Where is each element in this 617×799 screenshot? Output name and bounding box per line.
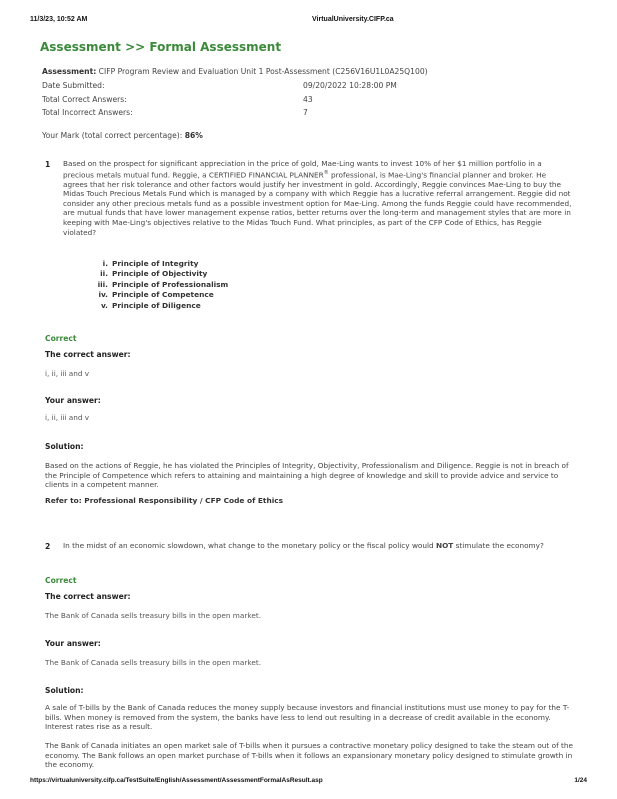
answer-status: Correct <box>45 576 77 585</box>
principle-text: Principle of Integrity <box>112 259 199 268</box>
your-answer-value: The Bank of Canada sells treasury bills in the open market. <box>45 658 262 667</box>
summary-value: 43 <box>303 94 313 104</box>
print-header <box>30 16 587 28</box>
solution-text: Based on the actions of Reggie, he has violated the Principles of Integrity, Objectivity, Professionalism and Diligence. Reggie is not in breach of the Principle of Competence which refers to attaining and maintaining a high degree of knowledge and skill to provide advice and service to clients in a competent manner. <box>45 461 569 490</box>
summary-value: 09/20/2022 10:28:00 PM <box>303 81 397 90</box>
solution-paragraph: The Bank of Canada initiates an open market sale of T-bills when it pursues a contractive monetary policy designed to take the steam out of the economy. The Bank follows an open market purchase of T-bills when it follows an expansionary monetary policy designed to stimulate growth in the economy. <box>45 741 573 770</box>
question-text-part: Based on the prospect for significant appreciation in the price of gold, Mae-Ling wants to invest 10% of her $1 million portfolio in a precious metals mutual fund. Reggie, a CERTIFIED FINANCIAL PLANNER <box>63 159 542 180</box>
principle-item <box>72 280 228 290</box>
principle-number: iii. <box>97 279 108 289</box>
question-number: 2 <box>45 542 51 551</box>
page-title: Assessment >> Formal Assessment <box>40 40 282 54</box>
principle-number: v. <box>100 300 108 310</box>
question-text <box>63 159 573 237</box>
correct-answer-label: The correct answer: <box>45 350 131 359</box>
solution-label: Solution: <box>45 686 84 695</box>
your-answer-label: Your answer: <box>45 396 101 405</box>
assessment-name: CIFP Program Review and Evaluation Unit 1 Post-Assessment (C256V16U1L0A25Q100) <box>98 67 428 76</box>
print-site: VirtualUniversity.CIFP.ca <box>312 16 394 23</box>
principle-item <box>72 269 228 279</box>
principle-text: Principle of Professionalism <box>112 279 229 289</box>
question-text-part: In the midst of an economic slowdown, what change to the monetary policy or the fiscal policy would <box>63 541 436 550</box>
correct-answer-value: The Bank of Canada sells treasury bills in the open market. <box>45 611 262 620</box>
your-answer-label: Your answer: <box>45 639 101 648</box>
your-answer-value: i, ii, iii and v <box>45 413 90 422</box>
question-text-emphasis: NOT <box>435 541 454 550</box>
principle-item <box>72 301 228 311</box>
your-mark <box>42 131 203 140</box>
summary-label: Date Submitted: <box>42 81 105 90</box>
principle-text: Principle of Competence <box>112 290 214 300</box>
principle-text: Principle of Objectivity <box>112 269 208 279</box>
assessment-label: Assessment: <box>42 67 97 76</box>
mark-value: 86% <box>184 131 203 140</box>
summary-row <box>42 95 442 109</box>
question-text-part: professional, is Mae-Ling's financial planner and broker. He agrees that her risk tolerance and other factors would justify her investment in gold. Accordingly, Reggie convinces Mae-Ling to buy the Midas Touch Precious Metals Fund which is managed by a company with which Reggie has a lucrative referral arrangement. Reggie did not consider any other precious metals fund as a possible investment option for Mae-Ling. Among the funds Reggie could have recommended, are mutual funds that have lower management expense ratios, better returns over the long-term and management styles that are more in keeping with Mae-Ling's objectives relative to the Midas Touch Fund. What principles, as part of the CFP Code of Ethics, has Reggie violated? <box>63 170 572 237</box>
principle-item <box>72 290 228 300</box>
print-date: 11/3/23, 10:52 AM <box>30 16 88 23</box>
principle-text: Principle of Diligence <box>112 300 201 310</box>
summary-table <box>42 81 442 122</box>
summary-value: 7 <box>303 108 308 117</box>
summary-row <box>42 81 442 95</box>
principle-number: iv. <box>98 290 108 300</box>
principle-number: ii. <box>100 269 108 279</box>
correct-answer-value: i, ii, iii and v <box>45 369 90 378</box>
registered-mark: ® <box>323 169 329 176</box>
question-text <box>63 541 573 551</box>
print-footer <box>30 777 587 789</box>
summary-label: Total Incorrect Answers: <box>42 108 133 117</box>
assessment-line <box>42 67 428 76</box>
mark-label: Your Mark (total correct percentage): <box>42 131 183 140</box>
summary-label: Total Correct Answers: <box>42 94 127 104</box>
correct-answer-label: The correct answer: <box>45 592 131 601</box>
question-text-part: stimulate the economy? <box>453 541 544 550</box>
summary-row <box>42 108 442 122</box>
answer-status: Correct <box>45 334 77 343</box>
page-number: 1/24 <box>574 777 587 784</box>
principle-item <box>72 259 228 269</box>
question-number: 1 <box>45 160 51 169</box>
solution-label: Solution: <box>45 442 84 451</box>
principle-number: i. <box>102 259 108 268</box>
principles-list <box>72 259 228 311</box>
solution-paragraph: A sale of T-bills by the Bank of Canada reduces the money supply because investors and financial institutions must use money to pay for the T-bills. When money is removed from the system, the banks have less to lend out resulting in a decrease of credit available in the economy. Interest rates rise as a result. <box>45 703 570 732</box>
print-url: https://virtualuniversity.cifp.ca/TestSuite/English/Assessment/AssessmentFormalAsResult.asp <box>30 777 323 784</box>
refer-to: Refer to: Professional Responsibility / CFP Code of Ethics <box>45 496 284 505</box>
